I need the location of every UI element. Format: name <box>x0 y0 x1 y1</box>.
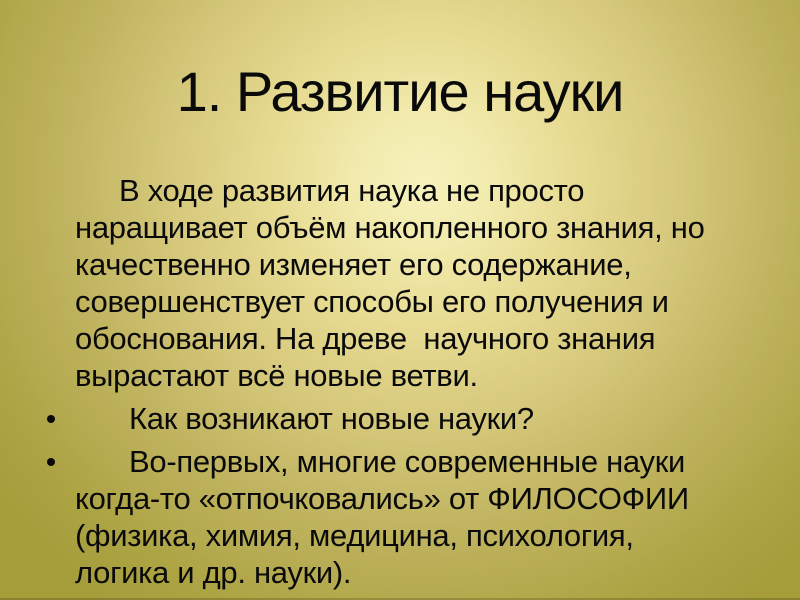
bullet-line: когда-то «отпочковались» от ФИЛОСОФИИ <box>75 481 689 516</box>
bullet-line: логика и др. науки). <box>75 555 352 590</box>
paragraph <box>75 172 780 394</box>
slide-title: 1. Развитие науки <box>176 60 624 123</box>
bullet-item <box>75 400 780 437</box>
paragraph-line: качественно изменяет его содержание, <box>75 247 632 282</box>
bullet-line: Как возникают новые науки? <box>129 401 534 436</box>
paragraph-line: наращивает объём накопленного знания, но <box>75 210 705 245</box>
bullet-item <box>75 443 780 591</box>
slide-body <box>75 172 780 591</box>
bullet-icon <box>47 415 55 423</box>
bullet-line: (физика, химия, медицина, психология, <box>75 518 634 553</box>
paragraph-line: вырастают всё новые ветви. <box>75 358 478 393</box>
bullet-line: Во-первых, многие современные науки <box>129 444 685 479</box>
paragraph-line: обоснования. На древе научного знания <box>75 321 656 356</box>
paragraph-line: совершенствует способы его получения и <box>75 284 669 319</box>
bullet-icon <box>47 458 55 466</box>
paragraph-line: В ходе развития наука не просто <box>119 173 585 208</box>
